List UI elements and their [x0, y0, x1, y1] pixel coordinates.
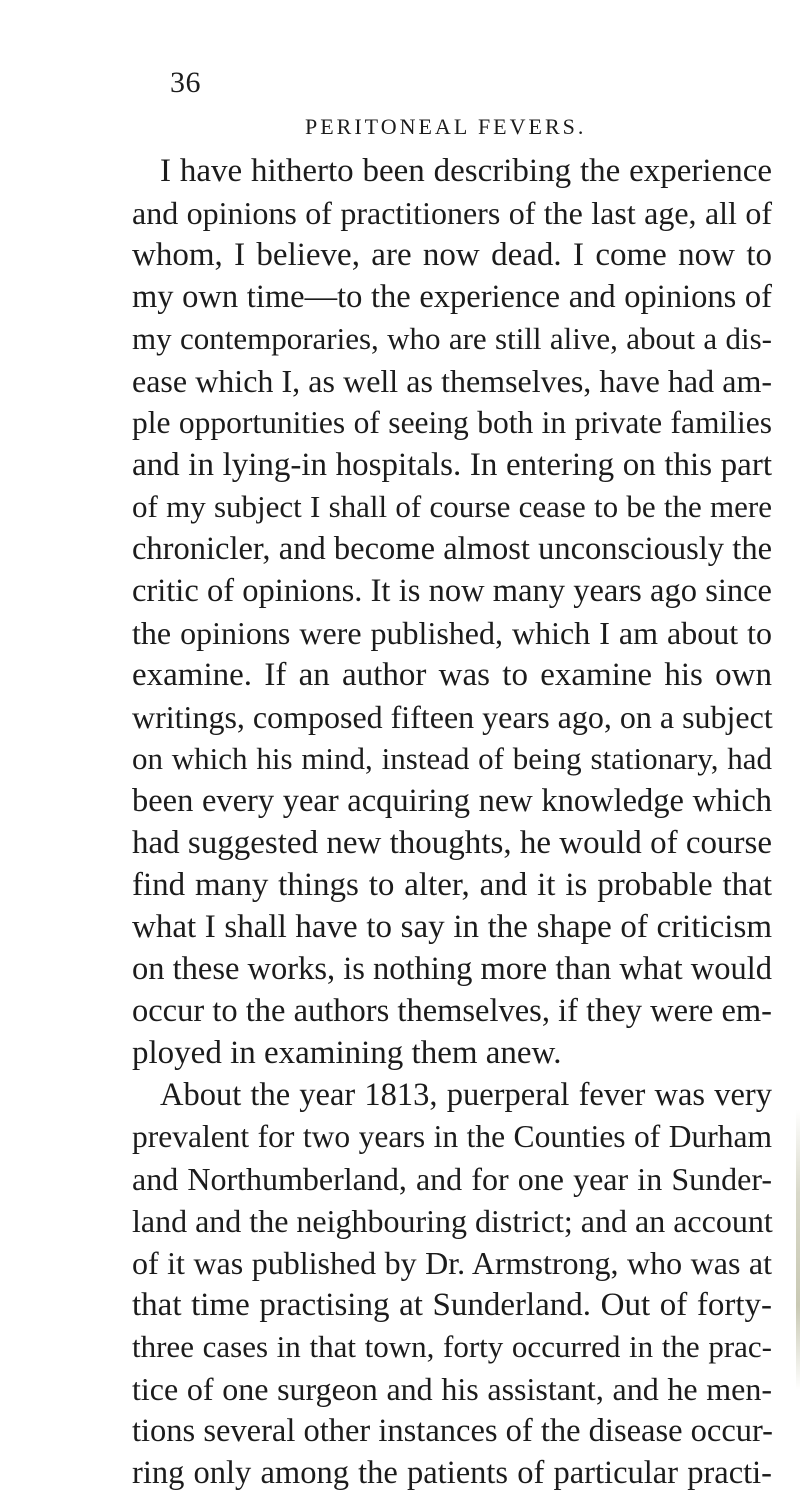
text-line: writings, composed fifteen years ago, on a subject — [132, 699, 773, 735]
text-line: occur to the authors themselves, if they were em- — [132, 993, 772, 1029]
text-line: ease which I, as well as themselves, have had am- — [132, 363, 772, 399]
text-line: find many things to alter, and it is probable that — [132, 867, 772, 903]
text-line: my own time—to the experience and opinions of — [132, 279, 772, 315]
text-line: the opinions were published, which I am about to — [132, 615, 772, 651]
text-line: three cases in that town, forty occurred in the prac- — [132, 1329, 772, 1364]
text-line: been every year acquiring new knowledge which — [132, 783, 772, 819]
text-line: what I shall have to say in the shape of criticism — [132, 909, 772, 945]
text-line: that time practising at Sunderland. Out of forty- — [132, 1287, 772, 1323]
text-line: and Northumberland, and for one year in Sunder- — [132, 1161, 772, 1197]
body-text — [132, 150, 772, 1494]
text-line: I have hitherto been describing the experience — [160, 153, 772, 189]
page-edge-shadow — [796, 1110, 800, 1390]
text-line: and in lying-in hospitals. In entering on this part — [132, 447, 772, 483]
text-line: of my subject I shall of course cease to be the mere — [132, 489, 772, 524]
text-line: chronicler, and become almost unconsciously the — [132, 531, 772, 567]
text-line: on which his mind, instead of being stationary, had — [132, 741, 772, 776]
running-head: PERITONEAL FEVERS. — [305, 114, 587, 139]
text-line: tions several other instances of the disease occur- — [132, 1413, 773, 1449]
text-line: ring only among the patients of particular practi- — [132, 1455, 772, 1491]
text-line: ployed in examining them anew. — [132, 1035, 562, 1071]
text-line: had suggested new thoughts, he would of course — [132, 825, 772, 861]
text-line: my contemporaries, who are still alive, about a dis- — [132, 321, 772, 356]
text-line: tice of one surgeon and his assistant, and he men- — [132, 1371, 772, 1407]
text-line: critic of opinions. It is now many years ago since — [132, 573, 772, 609]
text-line: and opinions of practitioners of the last age, all of — [132, 195, 772, 231]
text-line: on these works, is nothing more than what would — [132, 951, 772, 987]
text-line: prevalent for two years in the Counties of Durham — [132, 1119, 772, 1154]
text-line: land and the neighbouring district; and an account — [132, 1203, 773, 1239]
text-line: ple opportunities of seeing both in private families — [132, 405, 772, 440]
text-line: of it was published by Dr. Armstrong, who was at — [132, 1245, 772, 1281]
text-line: About the year 1813, puerperal fever was very — [160, 1077, 772, 1113]
text-line: whom, I believe, are now dead. I come now to — [132, 237, 772, 273]
text-line: examine. If an author was to examine his own — [132, 657, 772, 693]
page-number: 36 — [170, 66, 201, 99]
